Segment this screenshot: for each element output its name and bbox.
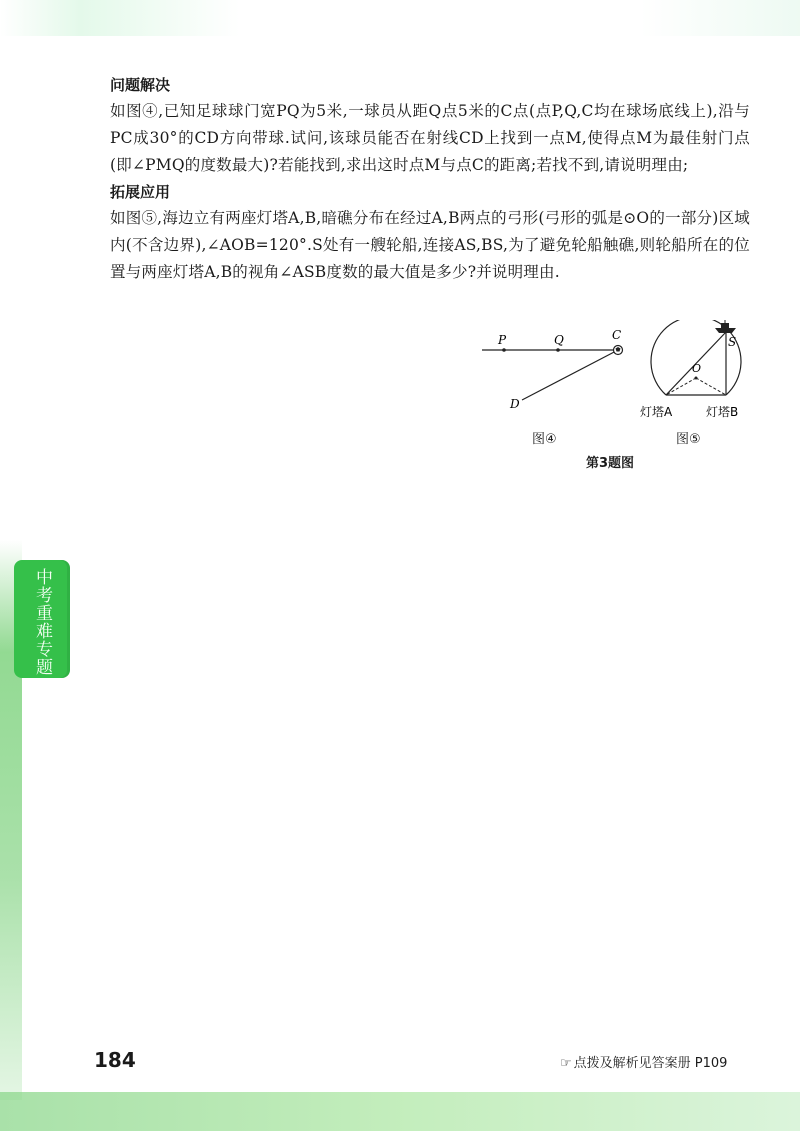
problem-text-figure5: 如图⑤,海边立有两座灯塔A,B,暗礁分布在经过A,B两点的弓形(弓形的弧是⊙O的一部分)区域内(不含边界),∠AOB=120°.S处有一艘轮船,连接AS,BS,为了避免轮船触礁,则轮船所在的位置与两座灯塔A,B的视角∠ASB度数的最大值是多少?并说明理由. <box>110 209 750 281</box>
label-c: C <box>612 328 622 342</box>
figures <box>470 320 760 480</box>
content <box>110 72 750 286</box>
label-s: S <box>728 335 737 349</box>
side-tab <box>14 560 70 678</box>
ray-cd <box>522 350 618 400</box>
top-decorative-strip <box>0 0 800 36</box>
section-heading-extension: 拓展应用 <box>110 183 171 201</box>
footer-note <box>560 1052 727 1071</box>
figure4-caption: 图④ <box>532 432 557 447</box>
radius-ob <box>696 378 726 395</box>
label-lighthouse-b: 灯塔B <box>706 405 739 419</box>
label-q: Q <box>554 333 564 347</box>
page-number: 184 <box>94 1048 136 1072</box>
radius-oa <box>666 378 696 395</box>
figure5-caption: 图⑤ <box>676 432 701 447</box>
point-p <box>502 348 506 352</box>
label-d: D <box>510 397 520 411</box>
center-o <box>695 377 698 380</box>
section-heading-problem-solving: 问题解决 <box>110 76 171 94</box>
point-q <box>556 348 560 352</box>
label-o: O <box>692 362 702 375</box>
bottom-decorative-band <box>0 1092 800 1131</box>
problem-text-figure4: 如图④,已知足球球门宽PQ为5米,一球员从距Q点5米的C点(点P,Q,C均在球场底线上),沿与PC成30°的CD方向带球.试问,该球员能否在射线CD上找到一点M,使得点M为最佳射门点(即∠PMQ的度数最大)?若能找到,求出这时点M与点C的距离;若找不到,请说明理由; <box>110 102 750 174</box>
pointing-hand-icon: ☞ <box>560 1056 572 1071</box>
label-p: P <box>498 333 507 347</box>
figure5-diagram <box>640 320 741 419</box>
figure-group-caption: 第3题图 <box>586 456 635 471</box>
figure4-diagram <box>482 328 623 411</box>
side-tab-label: 中考重难专题 <box>32 568 52 676</box>
footer-note-text: 点拨及解析见答案册 P109 <box>573 1056 728 1071</box>
label-lighthouse-a: 灯塔A <box>640 405 673 419</box>
